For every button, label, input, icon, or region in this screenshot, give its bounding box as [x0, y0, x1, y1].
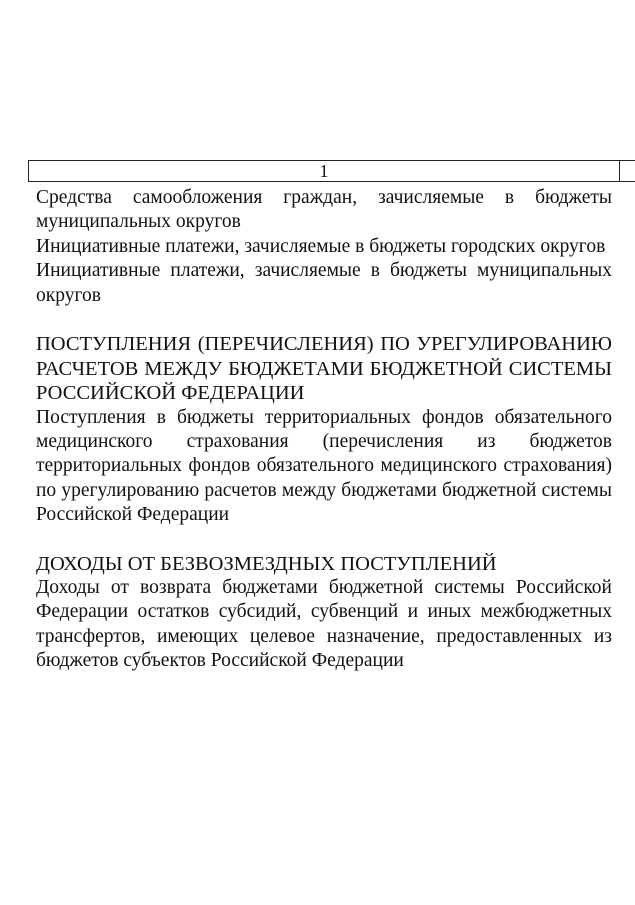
column-number-cell: 1	[29, 161, 620, 181]
document-body	[36, 186, 612, 674]
section-heading-settlements: ПОСТУПЛЕНИЯ (ПЕРЕЧИСЛЕНИЯ) ПО УРЕГУЛИРОВАНИЮ РАСЧЕТОВ МЕЖДУ БЮДЖЕТАМИ БЮДЖЕТНОЙ СИСТЕМЫ РОССИЙСКОЙ ФЕДЕРАЦИИ	[36, 333, 612, 405]
income-item-self-taxation: Средства самообложения граждан, зачисляемые в бюджеты муниципальных округов	[36, 187, 612, 233]
income-item-initiative-municipal: Инициативные платежи, зачисляемые в бюджеты муниципальных округов	[36, 260, 612, 306]
section-heading-gratuitous-income: ДОХОДЫ ОТ БЕЗВОЗМЕЗДНЫХ ПОСТУПЛЕНИЙ	[36, 552, 497, 575]
section-text-settlements: Поступления в бюджеты территориальных фондов обязательного медицинского страхования (перечисления из бюджетов территориальных фондов обязательного медицинского страхования) по урегулированию расчетов между бюджетами бюджетной системы Российской Федерации	[36, 406, 612, 526]
spacer	[36, 308, 612, 332]
table-header-row	[28, 160, 635, 182]
spacer	[36, 528, 612, 552]
section-text-gratuitous-income: Доходы от возврата бюджетами бюджетной системы Российской Федерации остатков субсидий, субвенций и иных межбюджетных трансфертов, имеющих целевое назначение, предоставленных из бюджетов субъектов Российской Федерации	[36, 577, 612, 672]
income-item-initiative-city: Инициативные платежи, зачисляемые в бюджеты городских округов	[36, 235, 606, 257]
